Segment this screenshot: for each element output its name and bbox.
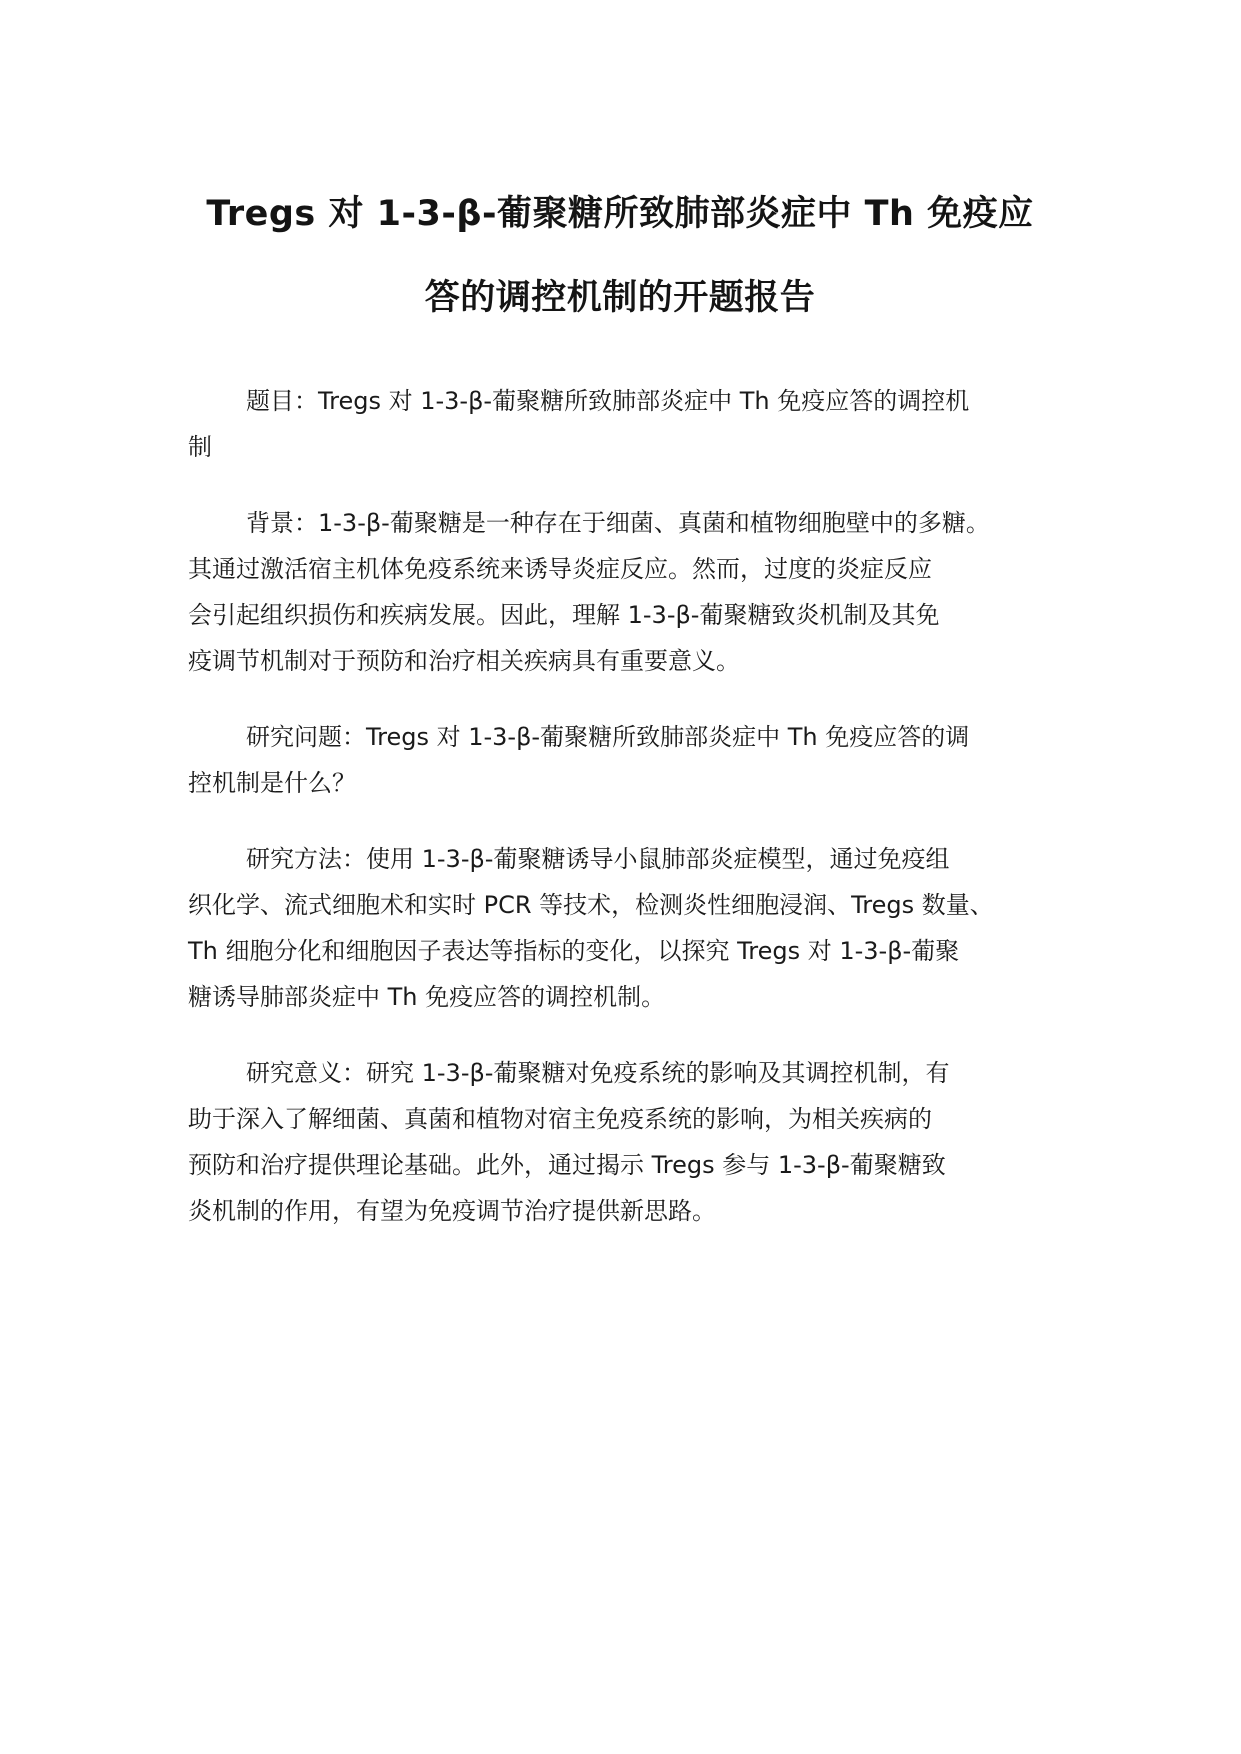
- paragraph-line: 研究方法：使用 1-3-β-葡聚糖诱导小鼠肺部炎症模型，通过免疫组: [246, 845, 950, 873]
- paragraph-line: 研究意义：研究 1-3-β-葡聚糖对免疫系统的影响及其调控机制，有: [246, 1059, 950, 1087]
- paragraph-line: 助于深入了解细菌、真菌和植物对宿主免疫系统的影响，为相关疾病的: [188, 1105, 932, 1133]
- paragraph-research-significance: [188, 1050, 1068, 1234]
- paragraph-line: 炎机制的作用，有望为免疫调节治疗提供新思路。: [188, 1197, 716, 1225]
- document-title-line-2: 答的调控机制的开题报告: [424, 278, 816, 318]
- paragraph-line: 控机制是什么？: [188, 769, 356, 797]
- paragraph-line: 背景：1-3-β-葡聚糖是一种存在于细菌、真菌和植物细胞壁中的多糖。: [246, 509, 990, 537]
- paragraph-line: Th 细胞分化和细胞因子表达等指标的变化，以探究 Tregs 对 1-3-β-葡聚: [188, 937, 960, 965]
- document-body: [188, 378, 1068, 1264]
- paragraph-line: 糖诱导肺部炎症中 Th 免疫应答的调控机制。: [188, 983, 666, 1011]
- document-title-line-1: Tregs 对 1-3-β-葡聚糖所致肺部炎症中 Th 免疫应: [206, 194, 1034, 234]
- paragraph-line: 其通过激活宿主机体免疫系统来诱导炎症反应。然而，过度的炎症反应: [188, 555, 932, 583]
- paragraph-line: 题目：Tregs 对 1-3-β-葡聚糖所致肺部炎症中 Th 免疫应答的调控机: [246, 387, 970, 415]
- paragraph-line: 织化学、流式细胞术和实时 PCR 等技术，检测炎性细胞浸润、Tregs 数量、: [188, 891, 994, 919]
- paragraph-topic: [188, 378, 1068, 470]
- paragraph-research-question: [188, 714, 1068, 806]
- paragraph-line: 疫调节机制对于预防和治疗相关疾病具有重要意义。: [188, 647, 740, 675]
- paragraph-line: 制: [188, 433, 212, 461]
- paragraph-research-method: [188, 836, 1068, 1020]
- paragraph-line: 会引起组织损伤和疾病发展。因此，理解 1-3-β-葡聚糖致炎机制及其免: [188, 601, 940, 629]
- paragraph-line: 研究问题：Tregs 对 1-3-β-葡聚糖所致肺部炎症中 Th 免疫应答的调: [246, 723, 970, 751]
- paragraph-background: [188, 500, 1068, 684]
- document-title: [180, 172, 1060, 340]
- paragraph-line: 预防和治疗提供理论基础。此外，通过揭示 Tregs 参与 1-3-β-葡聚糖致: [188, 1151, 946, 1179]
